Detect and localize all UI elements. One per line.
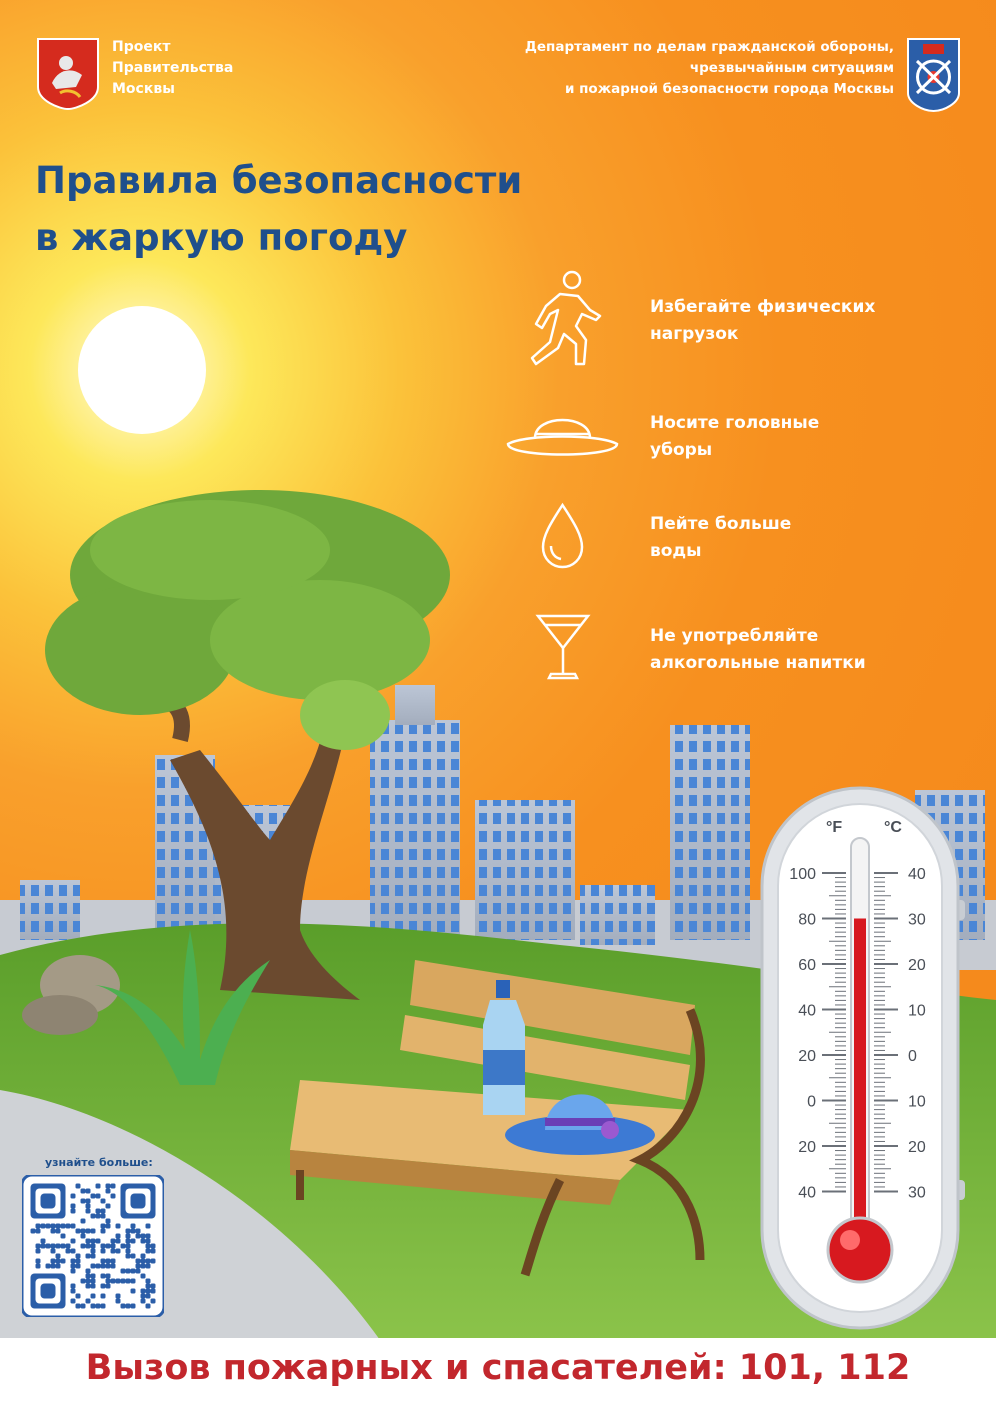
thermometer-bulb [828,1218,892,1282]
c-scale-label: 30 [908,911,926,929]
thermometer [760,780,965,1340]
sun [78,306,206,434]
c-scale-label: 0 [908,1048,917,1065]
f-scale-label: 100 [789,866,816,883]
c-scale-label: 10 [908,1093,926,1111]
water-drop-icon [540,502,585,570]
learn-more-label: узнайте больше: [45,1156,153,1169]
unit-celsius: °C [884,819,902,836]
c-scale-label: 40 [908,866,926,883]
page-title: Правила безопасности в жаркую погоду [35,159,523,259]
moscow-coat-of-arms-icon [36,37,100,111]
government-project-label: Проект Правительства Москвы [112,39,234,97]
f-scale-label: 40 [798,1184,816,1202]
mercury-column [854,919,866,1239]
department-label: Департамент по делам гражданской обороны, чрезвычайным ситуациям и пожарной безопасности города Москвы [524,39,894,97]
rule-drink-water: Пейте больше воды [650,514,792,561]
f-scale-label: 20 [798,1048,816,1065]
f-scale-label: 80 [798,911,816,929]
emergency-phone-text: Вызов пожарных и спасателей: 101, 112 [85,1348,911,1388]
c-scale-label: 20 [908,957,926,974]
qr-code[interactable] [22,1175,164,1317]
rule-no-alcohol: Не употребляйте алкогольные напитки [650,626,866,673]
unit-fahrenheit: °F [826,819,843,836]
rule-wear-hats: Носите головные уборы [650,413,820,460]
walking-person-icon [520,268,605,368]
f-scale-label: 60 [798,957,816,974]
f-scale-label: 20 [798,1139,816,1156]
c-scale-label: 30 [908,1184,926,1202]
c-scale-label: 20 [908,1139,926,1156]
f-scale-label: 40 [798,1002,816,1020]
c-scale-label: 10 [908,1002,926,1020]
cocktail-glass-icon [535,612,591,684]
department-emblem-icon [906,37,961,113]
hat-icon [505,408,620,466]
rule-avoid-exertion: Избегайте физических нагрузок [650,297,876,344]
f-scale-label: 0 [807,1093,816,1111]
